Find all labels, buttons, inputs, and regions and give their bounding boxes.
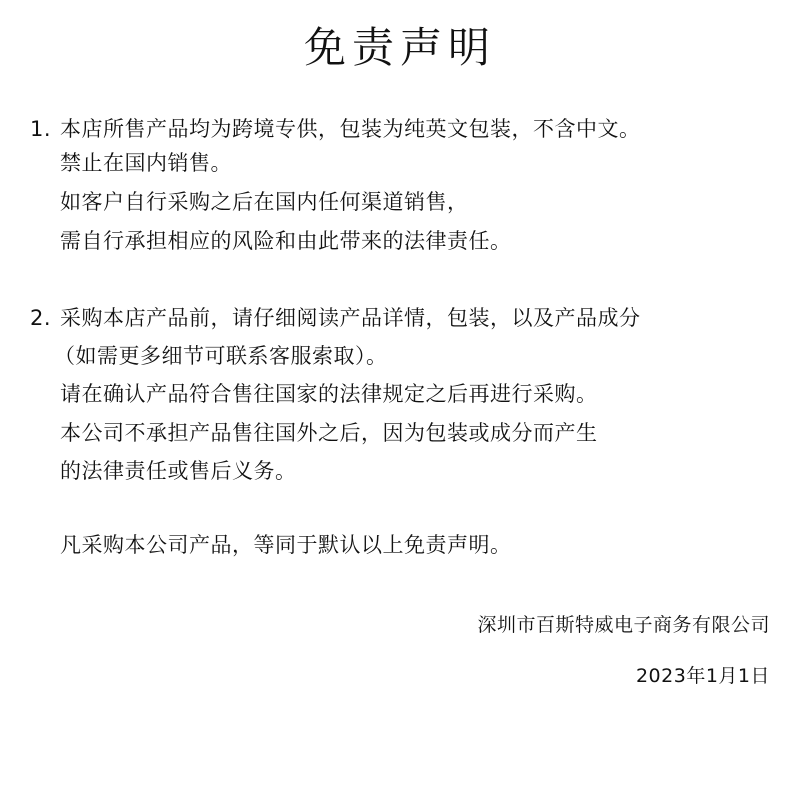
closing-text: 凡采购本公司产品，等同于默认以上免责声明。 xyxy=(60,533,512,557)
page-title: 免责声明 xyxy=(303,23,496,72)
paragraph-line: 需自行承担相应的风险和由此带来的法律责任。 xyxy=(60,229,512,253)
paragraph-line: 如客户自行采购之后在国内任何渠道销售， xyxy=(60,190,469,214)
paragraph-line: （如需更多细节可联系客服索取）。 xyxy=(54,344,388,368)
paragraph-line: 请在确认产品符合售往国家的法律规定之后再进行采购。 xyxy=(60,382,598,406)
paragraph-line: 采购本店产品前，请仔细阅读产品详情，包装，以及产品成分 xyxy=(60,306,641,330)
company-name: 深圳市百斯特威电子商务有限公司 xyxy=(477,614,770,636)
paragraph-line: 的法律责任或售后义务。 xyxy=(60,459,297,483)
item-number: 2. xyxy=(30,306,52,330)
statement-date: 2023年1月1日 xyxy=(635,665,770,687)
paragraph-line: 禁止在国内销售。 xyxy=(60,151,232,175)
item-number: 1. xyxy=(30,117,52,141)
paragraph-line: 本公司不承担产品售往国外之后，因为包装或成分而产生 xyxy=(60,421,598,445)
paragraph-line: 本店所售产品均为跨境专供，包装为纯英文包装，不含中文。 xyxy=(60,117,641,141)
